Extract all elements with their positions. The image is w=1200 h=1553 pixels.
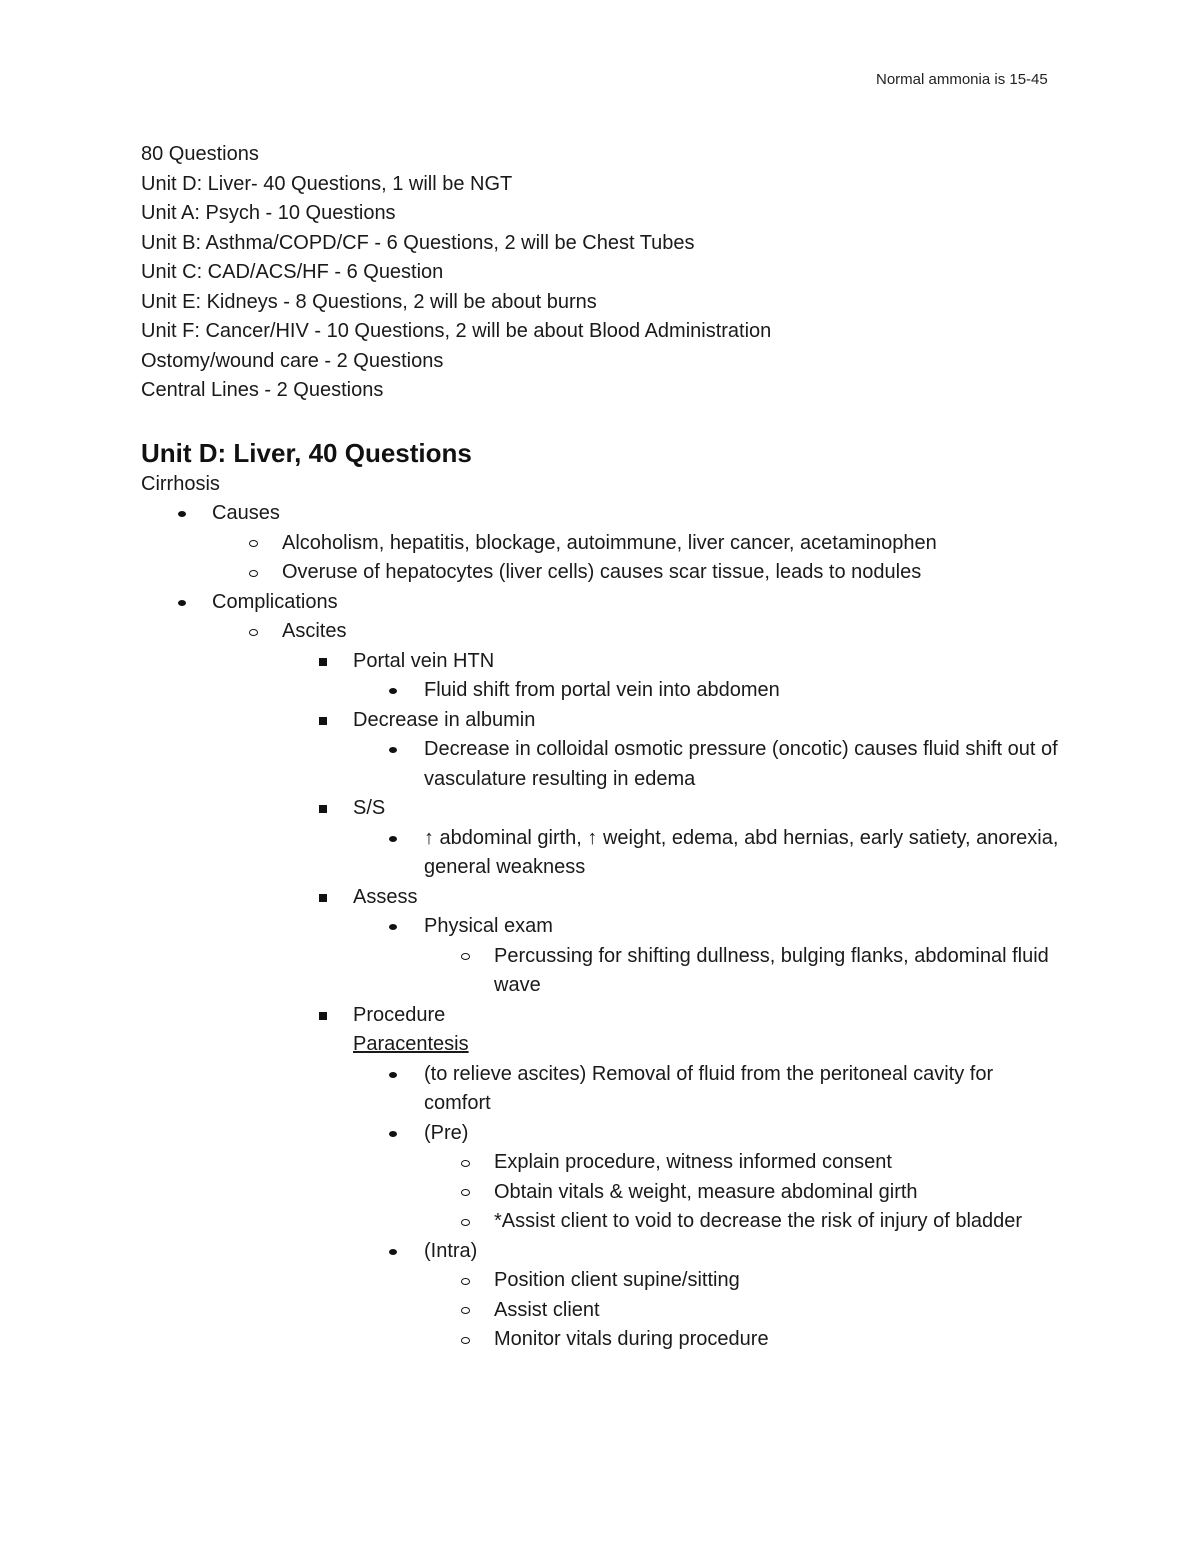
summary-line: Central Lines - 2 Questions xyxy=(141,379,384,401)
exam-label: Physical exam xyxy=(424,915,553,937)
list-item xyxy=(424,1296,1061,1326)
list-item xyxy=(282,883,1061,1001)
intra-step: Monitor vitals during procedure xyxy=(494,1328,769,1350)
list-item xyxy=(212,617,1061,1355)
assess-label: Assess xyxy=(353,885,418,908)
list-item xyxy=(424,1148,1061,1178)
cirrhosis-outline xyxy=(141,499,1061,1355)
intra-step: Position client supine/sitting xyxy=(494,1269,740,1291)
pre-step: *Assist client to void to decrease the risk of injury of bladder xyxy=(494,1210,1023,1232)
list-item xyxy=(424,1207,1061,1237)
pre-label: (Pre) xyxy=(424,1121,469,1144)
ss-label: S/S xyxy=(353,797,386,819)
list-item xyxy=(141,499,1061,588)
list-item xyxy=(424,1325,1061,1355)
summary-line: Ostomy/wound care - 2 Questions xyxy=(141,349,444,372)
section-heading: Unit D: Liver, 40 Questions xyxy=(141,437,472,468)
portal-label: Portal vein HTN xyxy=(353,649,495,672)
header-note: Normal ammonia is 15-45 xyxy=(876,71,1048,88)
albumin-detail: Decrease in colloidal osmotic pressure (oncotic) causes fluid shift out of vasculature resulting in edema xyxy=(424,738,1058,790)
list-item xyxy=(282,794,1061,883)
list-item xyxy=(282,706,1061,795)
summary-line: Unit A: Psych - 10 Questions xyxy=(141,202,396,224)
procedure-label: Procedure xyxy=(353,1003,446,1026)
ss-detail: ↑ abdominal girth, ↑ weight, edema, abd hernias, early satiety, anorexia, general weakness xyxy=(424,826,1059,878)
list-item xyxy=(353,735,1061,794)
list-item xyxy=(212,529,1061,559)
procedure-name: Paracentesis xyxy=(353,1033,469,1055)
intra-step: Assist client xyxy=(494,1298,600,1321)
list-item xyxy=(424,1178,1061,1208)
summary-line: Unit E: Kidneys - 8 Questions, 2 will be about burns xyxy=(141,290,597,313)
summary-line: Unit C: CAD/ACS/HF - 6 Question xyxy=(141,261,444,283)
list-item xyxy=(353,676,1061,706)
pre-step: Obtain vitals & weight, measure abdominal girth xyxy=(494,1180,918,1203)
exam-detail: Percussing for shifting dullness, bulging flanks, abdominal fluid wave xyxy=(494,944,1049,996)
topic-title: Cirrhosis xyxy=(141,472,220,495)
cause-text: Overuse of hepatocytes (liver cells) causes scar tissue, leads to nodules xyxy=(282,561,922,583)
complications-label: Complications xyxy=(212,590,338,613)
portal-detail: Fluid shift from portal vein into abdomen xyxy=(424,679,780,701)
list-item xyxy=(424,1266,1061,1296)
summary-line: 80 Questions xyxy=(141,143,259,165)
summary-line: Unit F: Cancer/HIV - 10 Questions, 2 will be about Blood Administration xyxy=(141,320,772,342)
list-item xyxy=(212,558,1061,588)
albumin-label: Decrease in albumin xyxy=(353,708,536,731)
causes-label: Causes xyxy=(212,502,280,524)
list-item xyxy=(424,942,1061,1001)
pre-step: Explain procedure, witness informed consent xyxy=(494,1151,892,1173)
procedure-purpose: (to relieve ascites) Removal of fluid from the peritoneal cavity for comfort xyxy=(424,1062,994,1114)
cause-text: Alcoholism, hepatitis, blockage, autoimmune, liver cancer, acetaminophen xyxy=(282,531,937,554)
list-item xyxy=(353,1060,1061,1119)
summary-line: Unit B: Asthma/COPD/CF - 6 Questions, 2 will be Chest Tubes xyxy=(141,231,695,254)
list-item xyxy=(282,1001,1061,1355)
ascites-label: Ascites xyxy=(282,620,347,642)
intra-label: (Intra) xyxy=(424,1239,478,1262)
list-item xyxy=(282,647,1061,706)
summary-line: Unit D: Liver- 40 Questions, 1 will be NGT xyxy=(141,172,513,195)
list-item xyxy=(141,588,1061,1355)
exam-summary xyxy=(141,140,1061,406)
list-item xyxy=(353,1119,1061,1237)
list-item xyxy=(353,824,1061,883)
list-item xyxy=(353,1237,1061,1355)
document-body xyxy=(141,140,1061,1355)
list-item xyxy=(353,912,1061,1001)
